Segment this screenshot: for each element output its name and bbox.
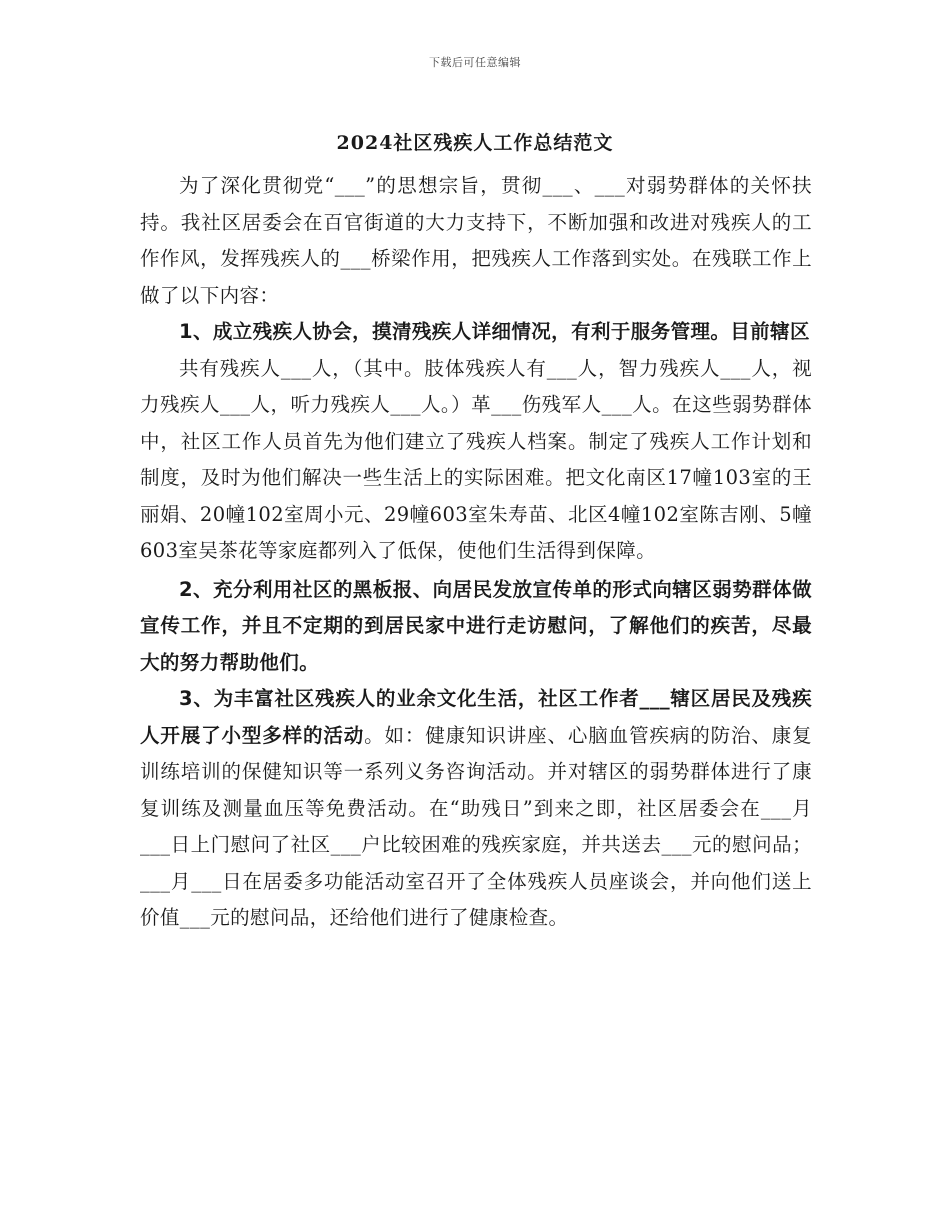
paragraph-activities bbox=[140, 681, 812, 937]
paragraph-heading-1: 1、成立残疾人协会，摸清残疾人详细情况，有利于服务管理。目前辖区 bbox=[179, 320, 810, 343]
header-note: 下载后可任意编辑 bbox=[429, 56, 521, 69]
paragraph-activities-rest: 。如：健康知识讲座、心脑血管疾病的防治、康复训练培训的保健知识等一系列义务咨询活动。并对辖区的弱势群体进行了康复训练及测量血压等免费活动。在“助残日”到来之即，社区居委会在___月___日上门慰问了社区___户比较困难的残疾家庭，并共送去___元的慰问品；___月___日在居委多功能活动室召开了全体残疾人员座谈会，并向他们送上价值___元的慰问品，还给他们进行了健康检查。 bbox=[140, 723, 812, 929]
paragraph-heading-2: 2、充分利用社区的黑板报、向居民发放宣传单的形式向辖区弱势群体做宣传工作，并且不定期的到居民家中进行走访慰问，了解他们的疾苦，尽最大的努力帮助他们。 bbox=[140, 577, 812, 674]
document-title: 2024社区残疾人工作总结范文 bbox=[336, 132, 614, 154]
document-body bbox=[140, 168, 812, 937]
paragraph-statistics: 共有残疾人___人，（其中。肢体残疾人有___人，智力残疾人___人，视力残疾人___人，听力残疾人___人。）革___伤残军人___人。在这些弱势群体中，社区工作人员首先为他们建立了残疾人档案。制定了残疾人工作计划和制度，及时为他们解决一些生活上的实际困难。把文化南区17幢103室的王丽娟、20幢102室周小元、29幢603室朱寿苗、北区4幢102室陈吉刚、5幢603室吴茶花等家庭都列入了低保，使他们生活得到保障。 bbox=[140, 356, 812, 562]
paragraph-intro: 为了深化贯彻党“___”的思想宗旨，贯彻___、___对弱势群体的关怀扶持。我社区居委会在百官街道的大力支持下，不断加强和改进对残疾人的工作作风，发挥残疾人的___桥梁作用，把残疾人工作落到实处。在残联工作上做了以下内容： bbox=[140, 174, 812, 307]
paragraph-activities-lead: 3、为丰富社区残疾人的业余文化生活，社区工作者___辖区居民及残疾人开展了小型多样的活动 bbox=[140, 687, 812, 747]
